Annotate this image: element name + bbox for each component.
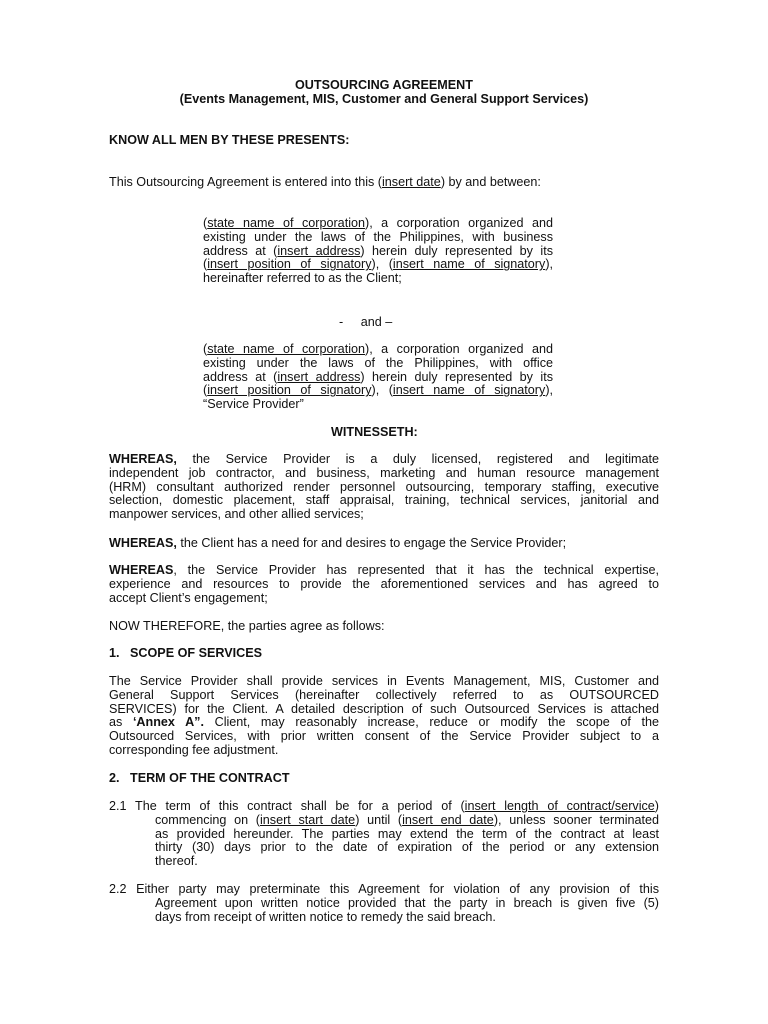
party1-line1: (state name of corporation), a corporation organized and	[203, 216, 553, 230]
whereas1-line3: (HRM) consultant authorized render personnel outsourcing, temporary staffing, executive	[109, 479, 659, 494]
clause21-line3: as provided hereunder. The parties may extend the term of the contract at least	[155, 826, 659, 841]
whereas-lead: WHEREAS,	[109, 536, 177, 550]
whereas3-line3: accept Client’s engagement;	[109, 590, 268, 605]
clause22-line1: 2.2 Either party may preterminate this Agreement for violation of any provision of this	[109, 882, 659, 896]
whereas3-line2: experience and resources to provide the aforementioned services and has agreed to	[109, 576, 659, 591]
party2-line2: existing under the laws of the Philippines, with office	[203, 355, 553, 370]
document-title	[0, 79, 768, 107]
party1-line2: existing under the laws of the Philippines, with business	[203, 229, 553, 244]
section-1-body	[109, 675, 659, 758]
intro-text-after: ) by and between:	[440, 175, 541, 189]
start-date-placeholder: insert start date	[260, 812, 356, 827]
end-date-placeholder: insert end date	[402, 812, 494, 827]
intro-text-before: This Outsourcing Agreement is entered into this (	[109, 175, 382, 189]
section1-line2: General Support Services (hereinafter collectively referred to as OUTSOURCED	[109, 687, 659, 702]
clause21-line2: commencing on (insert start date) until (insert end date), unless sooner terminated	[155, 812, 660, 827]
know-all-heading: KNOW ALL MEN BY THESE PRESENTS:	[109, 133, 350, 147]
intro-paragraph	[109, 176, 541, 190]
whereas1-line4: selection, domestic placement, staff appraisal, training, technical services, janitorial and	[109, 493, 659, 508]
whereas-paragraph-2: WHEREAS, the Client has a need for and desires to engage the Service Provider;	[109, 536, 567, 550]
party-provider-block	[203, 343, 553, 412]
section-2-heading: 2. TERM OF THE CONTRACT	[109, 771, 290, 785]
section1-line6: corresponding fee adjustment.	[109, 742, 279, 757]
clause21-line5: thereof.	[155, 854, 198, 869]
contract-length-placeholder: insert length of contract/service	[464, 799, 655, 813]
signatory-name-placeholder: insert name of signatory	[392, 257, 546, 272]
whereas-paragraph-1	[109, 453, 659, 522]
whereas1-line1: WHEREAS, the Service Provider is a duly licensed, registered and legitimate	[109, 452, 659, 466]
clause21-line4: thirty (30) days prior to the date of expiration of the period or any extension	[155, 840, 659, 855]
signatory-position-placeholder: insert position of signatory	[207, 383, 372, 398]
party1-line4: (insert position of signatory), (insert name of signatory),	[203, 257, 554, 272]
clause-2-1	[109, 800, 659, 869]
clause-2-2	[109, 883, 659, 924]
whereas-paragraph-3	[109, 564, 659, 605]
party2-line4: (insert position of signatory), (insert name of signatory),	[203, 383, 554, 398]
whereas-lead: WHEREAS,	[109, 452, 177, 466]
title-sub: (Events Management, MIS, Customer and General Support Services)	[179, 91, 589, 106]
whereas3-line1: WHEREAS, the Service Provider has represented that it has the technical expertise,	[109, 563, 659, 577]
section1-line1: The Service Provider shall provide services in Events Management, MIS, Customer and	[109, 674, 659, 688]
party1-line3: address at (insert address) herein duly represented by its	[203, 243, 554, 258]
signatory-name-placeholder: insert name of signatory	[392, 383, 546, 398]
address-placeholder: insert address	[277, 369, 361, 384]
section-1-heading: 1. SCOPE OF SERVICES	[109, 646, 263, 660]
whereas-lead: WHEREAS	[109, 563, 174, 577]
witnesseth-heading: WITNESSETH:	[331, 425, 418, 439]
section1-line5: Outsourced Services, with prior written consent of the Service Provider subject to a	[109, 729, 659, 744]
corporation-name-placeholder: state name of corporation	[207, 216, 365, 230]
clause22-line3: days from receipt of written notice to remedy the said breach.	[155, 909, 496, 924]
section1-line3: SERVICES) for the Client. A detailed description of such Outsourced Services is attached	[109, 701, 659, 716]
date-placeholder: insert date	[382, 175, 441, 189]
party2-line5: “Service Provider”	[203, 397, 304, 412]
clause22-line2: Agreement upon written notice provided that the party in breach is given five (5)	[155, 895, 659, 910]
party1-line5: hereinafter referred to as the Client;	[203, 271, 402, 286]
annex-reference: ‘Annex A”.	[132, 715, 204, 730]
party2-line1: (state name of corporation), a corporation organized and	[203, 342, 553, 356]
address-placeholder: insert address	[277, 243, 361, 258]
and-separator: - and –	[339, 315, 393, 329]
signatory-position-placeholder: insert position of signatory	[207, 257, 372, 272]
clause21-line1: 2.1 The term of this contract shall be for a period of (insert length of contract/service)	[109, 799, 659, 813]
section1-line4: as ‘Annex A”. Client, may reasonably increase, reduce or modify the scope of the	[109, 715, 659, 730]
whereas1-line5: manpower services, and other allied services;	[109, 507, 364, 522]
corporation-name-placeholder: state name of corporation	[207, 342, 365, 356]
title-main: OUTSOURCING AGREEMENT	[295, 78, 473, 92]
now-therefore-paragraph: NOW THEREFORE, the parties agree as follows:	[109, 619, 385, 633]
party-client-block	[203, 217, 553, 286]
whereas1-line2: independent job contractor, and business, marketing and human resource management	[109, 465, 659, 480]
party2-line3: address at (insert address) herein duly represented by its	[203, 369, 554, 384]
